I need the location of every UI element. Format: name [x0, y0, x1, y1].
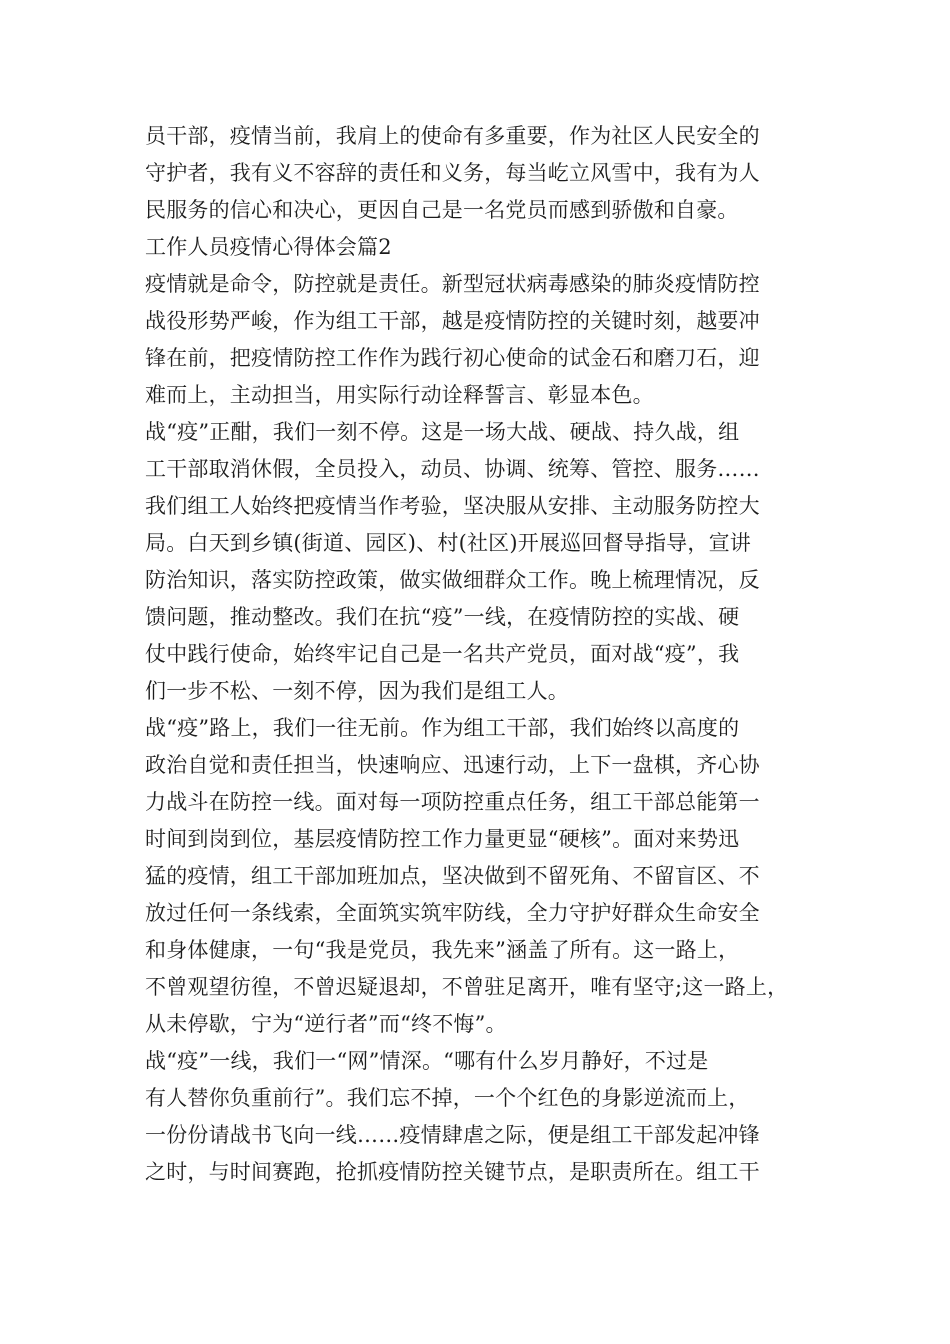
- text-line: 时间到岗到位，基层疫情防控工作力量更显“硬核”。面对来势迅: [145, 827, 740, 851]
- text-line: 防治知识，落实防控政策，做实做细群众工作。晚上梳理情况，反: [145, 568, 760, 592]
- text-line: 不曾观望彷徨，不曾迟疑退却，不曾驻足离开，唯有坚守;这一路上，: [145, 975, 789, 999]
- text-line: 馈问题，推动整改。我们在抗“疫”一线，在疫情防控的实战、硬: [145, 605, 740, 629]
- text-line: 战“疫”一线，我们一“网”情深。“哪有什么岁月静好，不过是: [145, 1049, 709, 1073]
- text-line: 放过任何一条线索，全面筑实筑牢防线，全力守护好群众生命安全: [145, 901, 760, 925]
- text-line: 从未停歇，宁为“逆行者”而“终不悔”。: [145, 1012, 507, 1036]
- text-line: 民服务的信心和决心，更因自己是一名党员而感到骄傲和自豪。: [145, 198, 739, 222]
- text-line: 战“疫”路上，我们一往无前。作为组工干部，我们始终以高度的: [145, 716, 740, 740]
- text-line: 员干部，疫情当前，我肩上的使命有多重要，作为社区人民安全的: [145, 124, 760, 148]
- text-line: 局。白天到乡镇(街道、园区)、村(社区)开展巡回督导指导，宣讲: [145, 531, 751, 555]
- text-line: 疫情就是命令，防控就是责任。新型冠状病毒感染的肺炎疫情防控: [145, 272, 760, 296]
- text-line: 难而上，主动担当，用实际行动诠释誓言、彰显本色。: [145, 383, 654, 407]
- text-line: 之时，与时间赛跑，抢抓疫情防控关键节点，是职责所在。组工干: [145, 1160, 760, 1184]
- text-line: 守护者，我有义不容辞的责任和义务，每当屹立风雪中，我有为人: [145, 161, 760, 185]
- text-line: 仗中践行使命，始终牢记自己是一名共产党员，面对战“疫”，我: [145, 642, 740, 666]
- text-line: 锋在前，把疫情防控工作作为践行初心使命的试金石和磨刀石，迎: [145, 346, 760, 370]
- section-heading: 工作人员疫情心得体会篇2: [145, 235, 392, 259]
- text-line: 战役形势严峻，作为组工干部，越是疫情防控的关键时刻，越要冲: [145, 309, 760, 333]
- text-line: 们一步不松、一刻不停，因为我们是组工人。: [145, 679, 569, 703]
- text-line: 力战斗在防控一线。面对每一项防控重点任务，组工干部总能第一: [145, 790, 760, 814]
- text-line: 我们组工人始终把疫情当作考验，坚决服从安排、主动服务防控大: [145, 494, 760, 518]
- text-line: 有人替你负重前行”。我们忘不掉，一个个红色的身影逆流而上，: [145, 1086, 750, 1110]
- text-line: 猛的疫情，组工干部加班加点，坚决做到不留死角、不留盲区、不: [145, 864, 760, 888]
- text-line: 工干部取消休假，全员投入，动员、协调、统筹、管控、服务……: [145, 457, 760, 481]
- text-line: 战“疫”正酣，我们一刻不停。这是一场大战、硬战、持久战，组: [145, 420, 740, 444]
- text-line: 和身体健康，一句“我是党员，我先来”涵盖了所有。这一路上，: [145, 938, 740, 962]
- text-line: 政治自觉和责任担当，快速响应、迅速行动，上下一盘棋，齐心协: [145, 753, 760, 777]
- text-line: 一份份请战书飞向一线……疫情肆虐之际，便是组工干部发起冲锋: [145, 1123, 760, 1147]
